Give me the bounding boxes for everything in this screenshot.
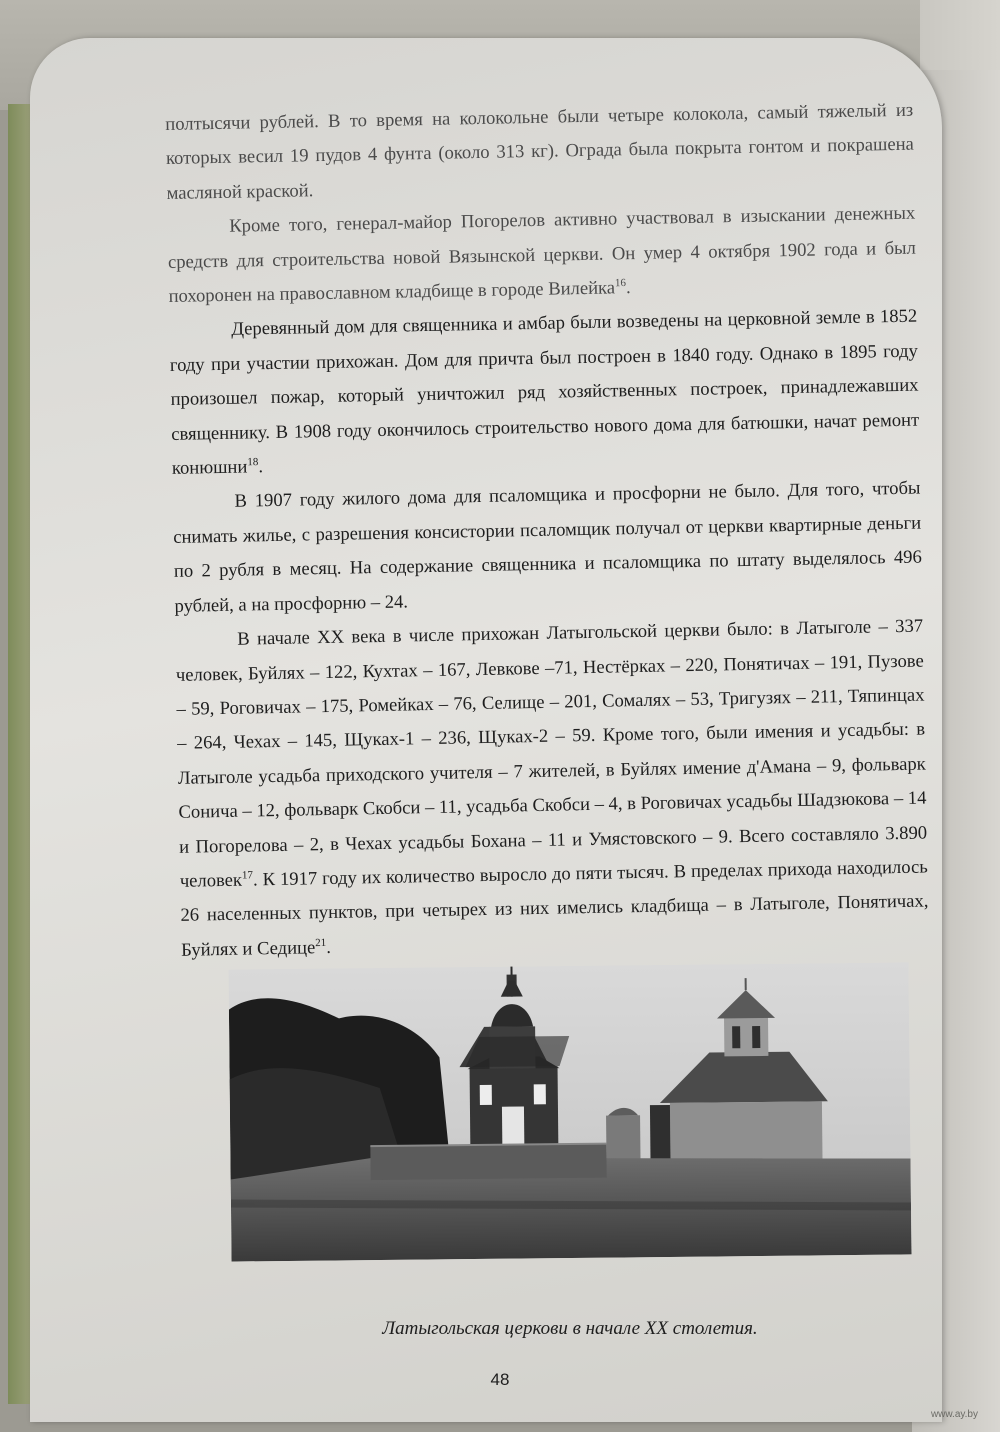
paragraph-2: Деревянный дом для священника и амбар были возведены на церковной земле в 1852 году при участии прихожан. Дом для причта был построен в 1840 году. Однако в 1895 году произошел пожар, который уничтожил ряд хозяйственных построек, принадлежавших священнику. В 1908 году окончилось строительство нового дома для батюшки, начат ремонт конюшни$^{18}$. <box>169 306 920 479</box>
paragraph-0: полтысячи рублей. В то время на колокольне были четыре колокола, самый тяжелый из которых весил 19 пудов 4 фунта (около 313 кг). Ограда была покрыта гонтом и покрашена масляной краской. <box>165 99 915 204</box>
footnote-ref-21: 21 <box>315 936 327 949</box>
footnote-ref-18: 18 <box>247 456 259 469</box>
paragraph-4: В начале XX века в числе прихожан Латыгольской церкви было: в Латыголе – 337 человек, Буйлях – 122, Кухтах – 167, Левкове –71, Нестёрках – 220, Понятичах – 191, Пузове – 59, Роговичах – 175, Ромейках – 76, Селище – 201, Сомалях – 53, Тригузях – 211, Тяпинцах – 264, Чехах – 145, Щуках-1 – 236, Щуках-2 – 59. Кроме того, были имения и усадьбы: в Латыголе усадьба приходского учителя – 7 жителей, в Буйлях имение д'Амана – 9, фольварк Сонича – 12, фольварк Скобси – 11, усадьба Скобси – 4, в Роговичах усадьбы Шадзюкова – 14 и Погорелова – 2, в Чехах усадьбы Бохана – 11 и Умястовского – 9. Всего составляло 3.890 человек$^{17}$. К 1917 году их количество выросло до пяти тысяч. В пределах прихода находилось 26 населенных пунктов, при четырех из них имелись кладбища – в Латыголе, Понятичах, Буйлях и Седице$^{21}$. <box>175 615 929 961</box>
watermark: www.ay.by <box>930 1409 978 1420</box>
church-photo <box>228 962 911 1261</box>
page-number: 48 <box>490 1370 510 1389</box>
paragraph-3: В 1907 году жилого дома для псаломщика и просфорни не было. Для того, чтобы снимать жилье, с разрешения консистории псаломщик получал от церкви квартирные деньги по 2 рубля в месяц. На содержание священника и псаломщика по штату выделялось 496 рублей, а на просфорню – 24. <box>173 478 922 617</box>
paragraph-1: Кроме того, генерал-майор Погорелов активно участвовал в изыскании денежных средств для строительства новой Вязынской церкви. Он умер 4 октября 1902 года и был похоронен на православном кладбище в городе Вилейка$^{16}$. <box>167 202 917 307</box>
footnote-ref-17: 17 <box>241 869 254 882</box>
footnote-ref-16: 16 <box>614 277 627 290</box>
figure-caption: Латыгольская церкови в начале XX столетия. <box>382 1318 758 1339</box>
body-text <box>165 94 929 968</box>
